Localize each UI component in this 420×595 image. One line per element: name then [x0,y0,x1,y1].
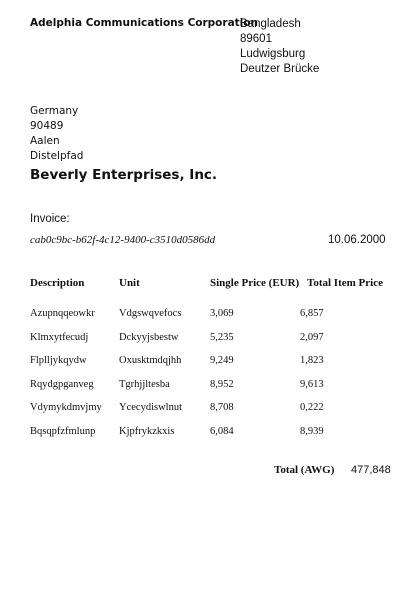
header-total-item-price: Total Item Price [307,277,383,289]
table-row [0,332,420,356]
item-total-price: 1,823 [300,355,324,367]
item-unit: Oxusktmdqjhh [119,355,182,367]
item-unit: Ycecydiswlnut [119,402,182,414]
sender-country: Bangladesh [240,18,301,30]
table-row [0,402,420,426]
header-single-price: Single Price (EUR) [210,277,300,289]
header-unit: Unit [119,277,140,289]
item-unit: Dckyyjsbestw [119,331,179,343]
item-single-price: 3,069 [210,308,234,319]
item-total-price: 8,939 [300,425,324,437]
item-single-price: 8,952 [210,378,234,390]
item-single-price: 6,084 [210,425,234,437]
item-total-price: 9,613 [300,378,324,390]
item-description: Azupnqqeowkr [30,308,95,319]
sender-company: Adelphia Communications Corporation [30,17,258,29]
recipient-address [30,104,83,164]
table-row [0,379,420,403]
table-row [0,426,420,450]
recipient-city: Aalen [30,135,60,147]
item-unit: Kjpfrykzkxis [119,425,175,437]
sender-street: Deutzer Brücke [240,63,320,75]
recipient-street: Distelpfad [30,150,84,162]
item-unit: Tgrhjjltesba [119,378,170,390]
invoice-id: cab0c9bc-b62f-4c12-9400-c3510d0586dd [30,234,216,246]
sender-postcode: 89601 [240,33,272,45]
item-unit: Vdgswqvefocs [119,308,182,319]
item-total-price: 6,857 [300,308,324,319]
recipient-postcode: 90489 [30,120,64,132]
item-single-price: 8,708 [210,402,234,414]
sender-address [240,17,319,77]
recipient-company: Beverly Enterprises, Inc. [30,167,218,183]
item-description: Rqydgpganveg [30,378,94,390]
item-total-price: 0,222 [300,402,324,414]
recipient-country: Germany [30,105,79,117]
items-table [0,308,420,450]
item-description: Flplljykqydw [30,355,87,367]
table-row [0,308,420,332]
item-single-price: 9,249 [210,355,234,367]
sender-city: Ludwigsburg [240,48,306,60]
table-row [0,355,420,379]
invoice-date: 10.06.2000 [328,234,386,246]
item-single-price: 5,235 [210,331,234,343]
item-description: Bqsqpfzfmlunp [30,425,96,437]
header-description: Description [30,277,85,289]
item-total-price: 2,097 [300,331,324,343]
invoice-label: Invoice: [30,213,70,225]
total-value: 477,848 [351,464,391,476]
item-description: Klmxytfecudj [30,331,89,343]
item-description: Vdymykdmvjmy [30,402,102,414]
total-label: Total (AWG) [274,464,335,476]
